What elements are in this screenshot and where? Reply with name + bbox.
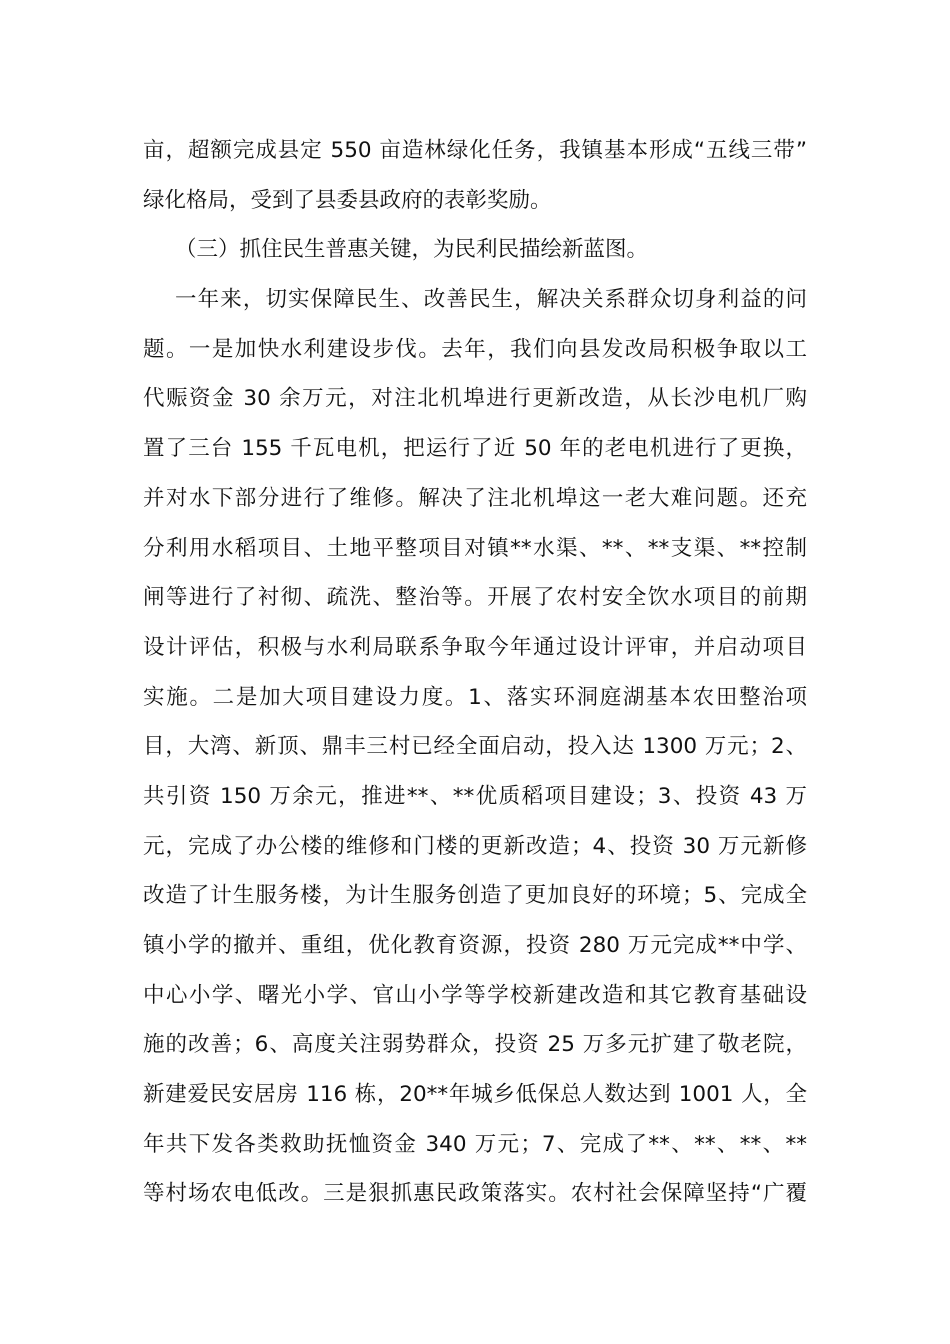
body-line: 元，完成了办公楼的维修和门楼的更新改造；4、投资 30 万元新修: [143, 833, 807, 859]
body-line: 分利用水稻项目、土地平整项目对镇**水渠、**、**支渠、**控制: [143, 535, 807, 561]
body-line: 题。一是加快水利建设步伐。去年，我们向县发改局积极争取以工: [143, 336, 807, 362]
body-line: 等村场农电低改。三是狠抓惠民政策落实。农村社会保障坚持“广覆: [143, 1181, 807, 1207]
body-line: 中心小学、曙光小学、官山小学等学校新建改造和其它教育基础设: [143, 982, 807, 1008]
body-line: 置了三台 155 千瓦电机，把运行了近 50 年的老电机进行了更换，: [143, 436, 807, 462]
body-line: 闸等进行了衬彻、疏洗、整治等。开展了农村安全饮水项目的前期: [143, 585, 807, 611]
document-body: [143, 126, 807, 1219]
body-line: 实施。二是加大项目建设力度。1、落实环洞庭湖基本农田整治项: [143, 684, 807, 710]
body-line: 新建爱民安居房 116 栋，20**年城乡低保总人数达到 1001 人，全: [143, 1082, 807, 1108]
body-line: 一年来，切实保障民生、改善民生，解决关系群众切身利益的问: [175, 287, 807, 313]
body-line: 并对水下部分进行了维修。解决了注北机埠这一老大难问题。还充: [143, 485, 807, 511]
body-line: 共引资 150 万余元，推进**、**优质稻项目建设；3、投资 43 万: [143, 783, 807, 809]
body-line: 代赈资金 30 余万元，对注北机埠进行更新改造，从长沙电机厂购: [143, 386, 807, 412]
body-line: 改造了计生服务楼，为计生服务创造了更加良好的环境；5、完成全: [143, 883, 807, 909]
body-line: 目，大湾、新顶、鼎丰三村已经全面启动，投入达 1300 万元；2、: [143, 734, 807, 760]
body-line: 镇小学的撤并、重组，优化教育资源，投资 280 万元完成**中学、: [143, 933, 807, 958]
body-line: 绿化格局，受到了县委县政府的表彰奖励。: [143, 187, 552, 213]
body-line: 亩，超额完成县定 550 亩造林绿化任务，我镇基本形成“五线三带”: [143, 138, 807, 163]
body-line: 年共下发各类救助抚恤资金 340 万元；7、完成了**、**、**、**: [143, 1131, 807, 1157]
body-line: 施的改善；6、高度关注弱势群众，投资 25 万多元扩建了敬老院，: [143, 1032, 807, 1058]
body-line: 设计评估，积极与水利局联系争取今年通过设计评审，并启动项目: [143, 634, 807, 660]
section-heading: （三）抓住民生普惠关键，为民利民描绘新蓝图。: [175, 237, 649, 263]
